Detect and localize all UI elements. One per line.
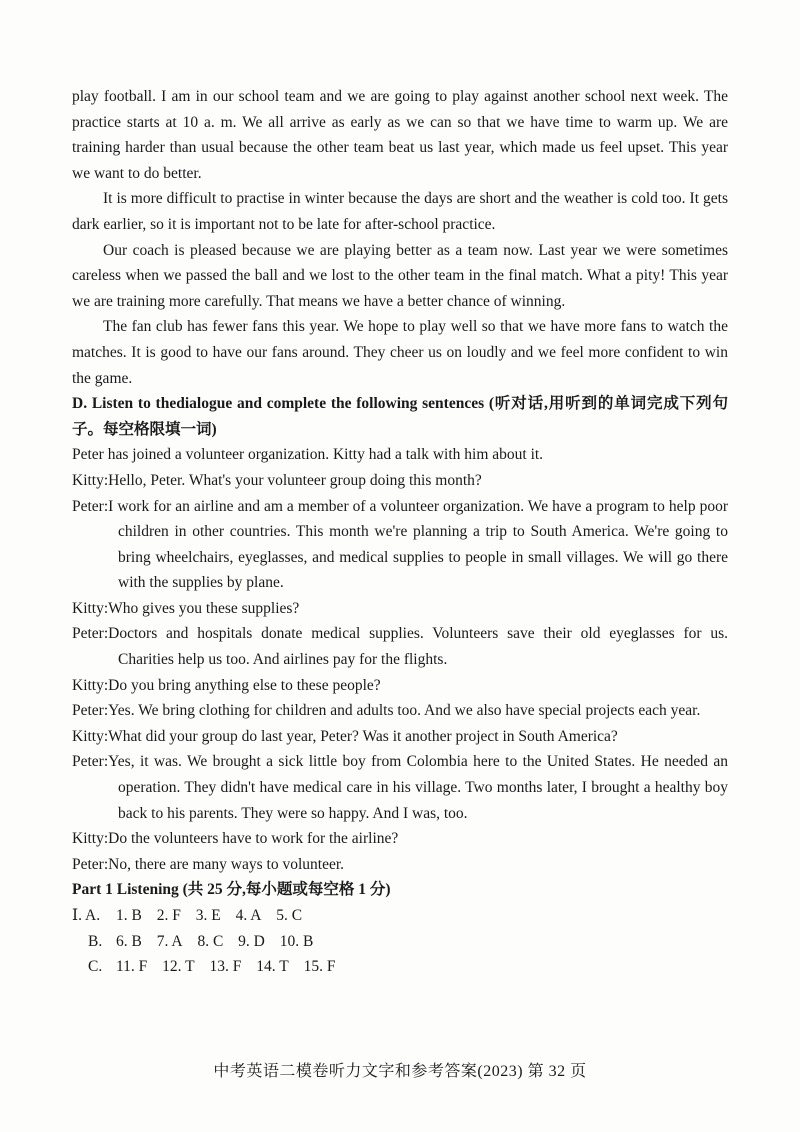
answers-heading: Part 1 Listening (共 25 分,每小题或每空格 1 分) [72, 881, 391, 899]
dialogue-line [72, 749, 728, 826]
answer-row-label: C. [88, 958, 103, 976]
answer-item: 13. F [209, 958, 242, 976]
section-d-intro: Peter has joined a volunteer organization. Kitty had a talk with him about it. [72, 446, 544, 464]
answer-item: 5. C [276, 907, 303, 924]
passage-paragraph-3: Our coach is pleased because we are playing better as a team now. Last year we were sometimes careless when we passed the ball and we lost to the other team in the final match. What a pity! This year we are training more carefully. That means we have a better chance of winning. [72, 241, 728, 310]
answer-item: 6. B [116, 932, 142, 950]
dialogue-text: Doctors and hospitals donate medical supplies. Volunteers save their old eyeglasses for us. Charities help us too. And airlines pay for the flights. [108, 625, 728, 669]
dialogue-line [72, 724, 728, 750]
dialogue-line [72, 621, 728, 672]
answer-item: 3. E [195, 907, 221, 924]
dialogue-text: Do the volunteers have to work for the airline? [108, 830, 399, 848]
speaker-name: Kitty: [72, 830, 109, 848]
speaker-name: Peter: [72, 702, 109, 720]
answer-item: 15. F [303, 958, 336, 976]
answer-row-label: Ⅰ. A. [72, 907, 101, 924]
dialogue-line [72, 596, 728, 622]
dialogue-text: Who gives you these supplies? [108, 599, 300, 617]
section-d-heading: D. Listen to thedialogue and complete the following sentences (听对话,用听到的单词完成下列句子。每空格限填一词) [72, 395, 728, 438]
passage-paragraph-2: It is more difficult to practise in winter because the days are short and the weather is cold too. It gets dark earlier, so it is important not to be late for after-school practice. [72, 190, 728, 233]
dialogue-line [72, 673, 728, 699]
page-footer: 中考英语二模卷听力文字和参考答案(2023) 第 32 页 [213, 1063, 587, 1080]
dialogue-text: What did your group do last year, Peter? Was it another project in South America? [108, 727, 618, 745]
dialogue-text: Hello, Peter. What's your volunteer group doing this month? [108, 471, 482, 489]
speaker-name: Peter: [72, 625, 109, 643]
speaker-name: Peter: [72, 753, 109, 771]
dialogue [72, 468, 728, 878]
speaker-name: Peter: [72, 855, 109, 873]
dialogue-text: No, there are many ways to volunteer. [108, 855, 345, 873]
answer-item: 9. D [238, 932, 265, 950]
dialogue-text: Do you bring anything else to these people? [108, 676, 381, 694]
speaker-name: Kitty: [72, 599, 109, 617]
answer-item: 7. A [156, 932, 183, 950]
dialogue-text: I work for an airline and am a member of a volunteer organization. We have a program to help poor children in other countries. This month we're planning a trip to South America. We're going to bring wheelchairs, eyeglasses, and medical supplies to people in small villages. We will go there with the supplies by plane. [108, 497, 728, 592]
passage-paragraph-1: play football. I am in our school team and we are going to play against another school next week. The practice starts at 10 a. m. We all arrive as early as we can so that we have time to warm up. We are training harder than usual because the other team beat us last year, which made us feel upset. This year we want to do better. [72, 88, 728, 182]
answer-item: 4. A [235, 907, 262, 924]
answer-row [72, 929, 728, 955]
dialogue-line [72, 494, 728, 596]
answer-key [72, 903, 728, 980]
dialogue-line [72, 468, 728, 494]
answer-row [72, 954, 728, 980]
speaker-name: Kitty: [72, 471, 109, 489]
answer-item: 8. C [197, 932, 224, 950]
speaker-name: Peter: [72, 497, 109, 515]
answer-item: 2. F [156, 907, 181, 924]
dialogue-line [72, 698, 728, 724]
speaker-name: Kitty: [72, 727, 109, 745]
answer-row [72, 903, 728, 929]
answer-row-label: B. [88, 932, 103, 950]
dialogue-text: Yes, it was. We brought a sick little boy from Colombia here to the United States. He needed an operation. They didn't have medical care in his village. Two months later, I brought a healthy boy back to his parents. They were so happy. And I was, too. [108, 753, 728, 822]
dialogue-line [72, 826, 728, 852]
answer-item: 14. T [256, 958, 289, 976]
answer-item: 10. B [279, 932, 314, 950]
speaker-name: Kitty: [72, 676, 109, 694]
answer-item: 11. F [116, 958, 148, 976]
dialogue-text: Yes. We bring clothing for children and adults too. And we also have special projects each year. [108, 702, 701, 720]
passage-paragraph-4: The fan club has fewer fans this year. We hope to play well so that we have more fans to watch the matches. It is good to have our fans around. They cheer us on loudly and we feel more confident to win the game. [72, 318, 728, 387]
page-content [72, 84, 728, 980]
answer-item: 12. T [162, 958, 195, 976]
dialogue-line [72, 852, 728, 878]
answer-item: 1. B [116, 907, 142, 924]
